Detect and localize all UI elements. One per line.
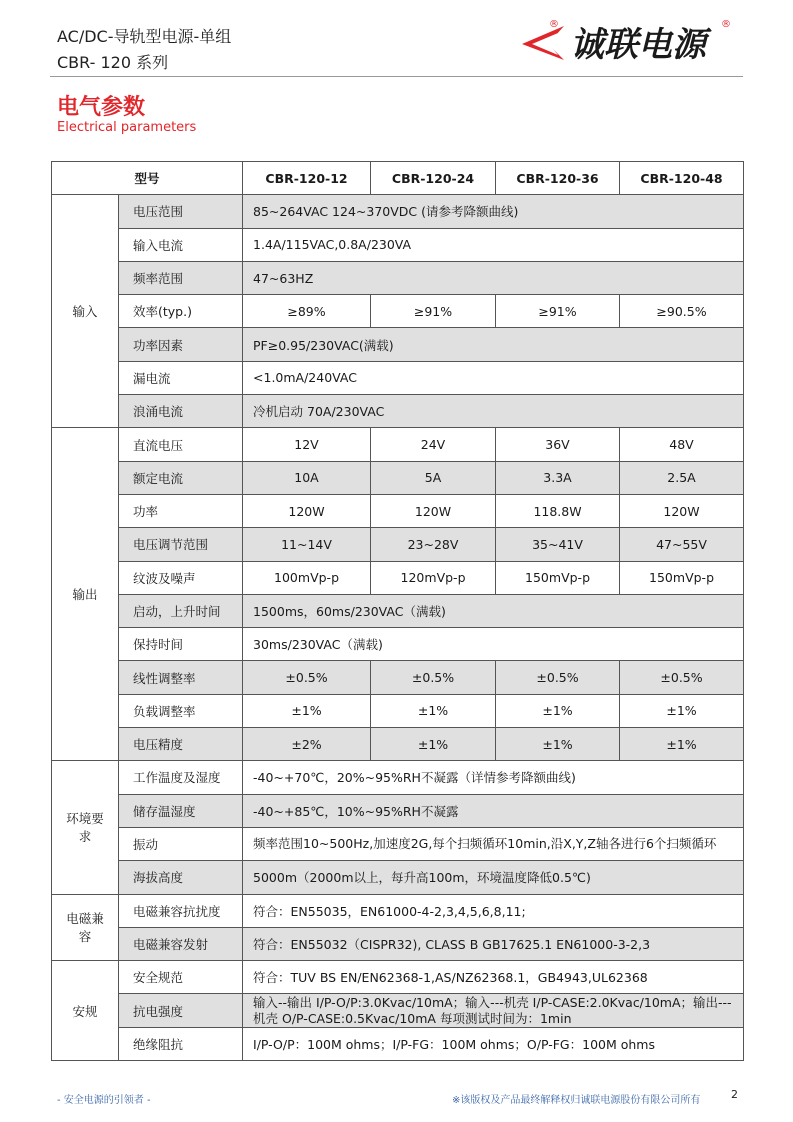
row-label: 抗电强度 xyxy=(119,994,243,1027)
table-row xyxy=(52,461,744,494)
row-label: 海拔高度 xyxy=(119,861,243,894)
cell-value: 48V xyxy=(620,428,744,461)
footer-copyright: ※该版权及产品最终解释权归诚联电源股份有限公司所有 xyxy=(452,1095,701,1106)
row-value: 符合：TUV BS EN/EN62368-1,AS/NZ62368.1，GB4943,UL62368 xyxy=(243,961,744,994)
cell-value: ±2% xyxy=(243,728,371,761)
row-value: 频率范围10~500Hz,加速度2G,每个扫频循环10min,沿X,Y,Z轴各进行6个扫频循环 xyxy=(243,827,744,860)
table-row xyxy=(52,861,744,894)
cell-value: 150mVp-p xyxy=(496,561,620,594)
table-row xyxy=(52,395,744,428)
row-value: 85~264VAC 124~370VDC (请参考降额曲线) xyxy=(243,195,744,228)
cell-value: 5A xyxy=(371,461,496,494)
row-label: 电压调节范围 xyxy=(119,528,243,561)
row-value: 冷机启动 70A/230VAC xyxy=(243,395,744,428)
table-row xyxy=(52,628,744,661)
row-label: 振动 xyxy=(119,827,243,860)
row-value: 47~63HZ xyxy=(243,261,744,294)
row-label: 启动，上升时间 xyxy=(119,594,243,627)
header-divider xyxy=(50,76,743,77)
row-value: 输入--输出 I/P-O/P:3.0Kvac/10mA；输入---机壳 I/P-CASE:2.0Kvac/10mA；输出---机壳 O/P-CASE:0.5Kvac/10mA 每项测试时间为：1min xyxy=(243,994,744,1027)
cell-value: 150mVp-p xyxy=(620,561,744,594)
row-value: -40~+70℃，20%~95%RH不凝露（详情参考降额曲线) xyxy=(243,761,744,794)
row-label: 纹波及噪声 xyxy=(119,561,243,594)
group-label-emc: 电磁兼容 xyxy=(52,894,119,961)
cell-value: 118.8W xyxy=(496,494,620,527)
cell-value: 100mVp-p xyxy=(243,561,371,594)
cell-value: ≥90.5% xyxy=(620,295,744,328)
group-label-environment: 环境要求 xyxy=(52,761,119,894)
document-header xyxy=(57,24,231,76)
table-row xyxy=(52,594,744,627)
row-label: 效率(typ.) xyxy=(119,295,243,328)
table-row xyxy=(52,195,744,228)
row-label: 电压范围 xyxy=(119,195,243,228)
row-label: 电磁兼容发射 xyxy=(119,927,243,960)
section-subtitle: Electrical parameters xyxy=(57,120,197,135)
cell-value: ≥91% xyxy=(371,295,496,328)
cell-value: ±1% xyxy=(620,728,744,761)
row-value: I/P-O/P：100M ohms；I/P-FG：100M ohms；O/P-FG：100M ohms xyxy=(243,1027,744,1060)
row-value: 符合：EN55032（CISPR32), CLASS B GB17625.1 EN61000-3-2,3 xyxy=(243,927,744,960)
row-label: 功率 xyxy=(119,494,243,527)
cell-value: 47~55V xyxy=(620,528,744,561)
table-row xyxy=(52,1027,744,1060)
row-label: 线性调整率 xyxy=(119,661,243,694)
row-label: 电压精度 xyxy=(119,728,243,761)
cell-value: ±1% xyxy=(620,694,744,727)
model-header: 型号 xyxy=(52,162,243,195)
cell-value: 120W xyxy=(243,494,371,527)
row-label: 输入电流 xyxy=(119,228,243,261)
brand-logo xyxy=(512,14,740,68)
table-row xyxy=(52,794,744,827)
row-value: 1500ms，60ms/230VAC（满载) xyxy=(243,594,744,627)
table-row xyxy=(52,361,744,394)
row-label: 储存温湿度 xyxy=(119,794,243,827)
row-label: 频率范围 xyxy=(119,261,243,294)
row-label: 电磁兼容抗扰度 xyxy=(119,894,243,927)
row-value: 1.4A/115VAC,0.8A/230VA xyxy=(243,228,744,261)
row-label: 额定电流 xyxy=(119,461,243,494)
table-row xyxy=(52,428,744,461)
table-row xyxy=(52,761,744,794)
cell-value: 10A xyxy=(243,461,371,494)
row-value: PF≥0.95/230VAC(满载) xyxy=(243,328,744,361)
cell-value: 23~28V xyxy=(371,528,496,561)
row-label: 直流电压 xyxy=(119,428,243,461)
table-row xyxy=(52,694,744,727)
row-label: 保持时间 xyxy=(119,628,243,661)
cell-value: 12V xyxy=(243,428,371,461)
table-row xyxy=(52,295,744,328)
section-title: 电气参数 xyxy=(57,95,146,120)
row-label: 功率因素 xyxy=(119,328,243,361)
cell-value: ±1% xyxy=(243,694,371,727)
model-name: CBR-120-36 xyxy=(496,162,620,195)
cell-value: 24V xyxy=(371,428,496,461)
cell-value: ±1% xyxy=(371,694,496,727)
group-label-input: 输入 xyxy=(52,195,119,428)
cell-value: 120mVp-p xyxy=(371,561,496,594)
cell-value: ±1% xyxy=(496,694,620,727)
spec-table xyxy=(51,161,744,1061)
cell-value: 3.3A xyxy=(496,461,620,494)
table-row xyxy=(52,827,744,860)
brand-mark-right: ® xyxy=(721,19,731,30)
row-label: 安全规范 xyxy=(119,961,243,994)
cell-value: ±0.5% xyxy=(620,661,744,694)
cell-value: ≥89% xyxy=(243,295,371,328)
model-header-row xyxy=(52,162,744,195)
cell-value: ±0.5% xyxy=(243,661,371,694)
cell-value: ±1% xyxy=(371,728,496,761)
row-value: 符合：EN55035，EN61000-4-2,3,4,5,6,8,11; xyxy=(243,894,744,927)
table-row xyxy=(52,661,744,694)
row-label: 漏电流 xyxy=(119,361,243,394)
model-name: CBR-120-24 xyxy=(371,162,496,195)
row-value: 30ms/230VAC（满载) xyxy=(243,628,744,661)
table-row xyxy=(52,561,744,594)
cell-value: 36V xyxy=(496,428,620,461)
model-name: CBR-120-12 xyxy=(243,162,371,195)
cell-value: 120W xyxy=(371,494,496,527)
cell-value: ≥91% xyxy=(496,295,620,328)
table-row xyxy=(52,494,744,527)
model-name: CBR-120-48 xyxy=(620,162,744,195)
group-label-safety: 安规 xyxy=(52,961,119,1061)
footer-slogan: - 安全电源的引领者 - xyxy=(57,1095,151,1106)
table-row xyxy=(52,728,744,761)
table-row xyxy=(52,528,744,561)
table-row xyxy=(52,261,744,294)
row-value: <1.0mA/240VAC xyxy=(243,361,744,394)
cell-value: 120W xyxy=(620,494,744,527)
table-row xyxy=(52,328,744,361)
group-label-output: 输出 xyxy=(52,428,119,761)
table-row xyxy=(52,894,744,927)
table-row xyxy=(52,994,744,1027)
row-label: 绝缘阻抗 xyxy=(119,1027,243,1060)
page-number: 2 xyxy=(731,1088,738,1101)
cell-value: ±0.5% xyxy=(371,661,496,694)
brand-name: 诚联电源 xyxy=(570,25,706,65)
cell-value: 11~14V xyxy=(243,528,371,561)
cell-value: 35~41V xyxy=(496,528,620,561)
row-value: -40~+85℃，10%~95%RH不凝露 xyxy=(243,794,744,827)
product-category: AC/DC-导轨型电源-单组 xyxy=(57,27,232,46)
row-label: 工作温度及湿度 xyxy=(119,761,243,794)
cell-value: ±0.5% xyxy=(496,661,620,694)
product-series: CBR- 120 系列 xyxy=(57,53,169,72)
table-row xyxy=(52,228,744,261)
table-row xyxy=(52,961,744,994)
cell-value: 2.5A xyxy=(620,461,744,494)
table-row xyxy=(52,927,744,960)
row-label: 负载调整率 xyxy=(119,694,243,727)
row-value: 5000m（2000m以上，每升高100m，环境温度降低0.5℃) xyxy=(243,861,744,894)
cell-value: ±1% xyxy=(496,728,620,761)
row-label: 浪涌电流 xyxy=(119,395,243,428)
brand-mark-left: ® xyxy=(549,19,559,30)
